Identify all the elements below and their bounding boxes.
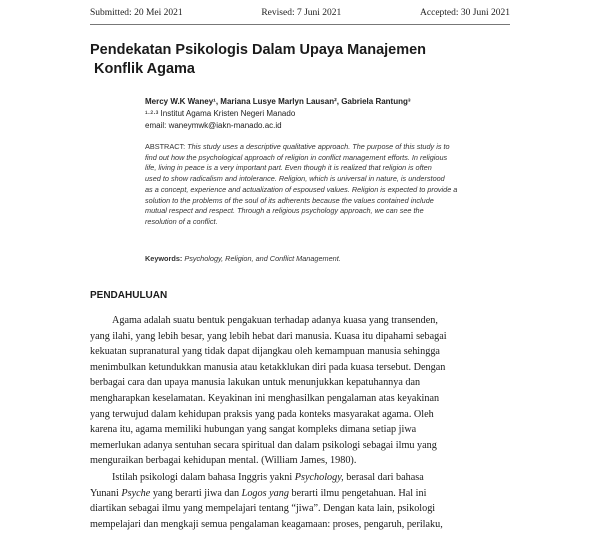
keywords-text: Psychology, Religion, and Conflict Management. xyxy=(184,254,341,263)
keywords-label: Keywords: xyxy=(145,254,183,263)
paragraph-1 xyxy=(90,313,510,469)
title-line-2: Konflik Agama xyxy=(94,61,195,77)
abstract xyxy=(145,142,509,228)
paragraph-line: kekuatan supranatural yang tidak dapat dijangkau oleh kemampuan manusia sehingga xyxy=(90,346,440,358)
contact-email: email: waneymwk@iakn-manado.ac.id xyxy=(145,121,282,130)
text-run: berasal dari bahasa xyxy=(343,472,424,483)
header-rule xyxy=(90,24,510,25)
paragraph-line: Agama adalah suatu bentuk pengakuan terhadap adanya kuasa yang transenden, xyxy=(112,315,438,326)
title-line-1: Pendekatan Psikologis Dalam Upaya Manajemen xyxy=(90,42,427,58)
abstract-line: resolution of a conflict. xyxy=(145,216,218,226)
text-run: yang berarti jiwa dan xyxy=(150,487,242,499)
paragraph-line: yang terwujud dalam kehidupan praksis yang pada konteks masyarakat agama. Oleh xyxy=(90,408,434,420)
italic-term: Psyche xyxy=(121,487,151,499)
paragraph-line: mempelajari dan mengkaji semua pengalaman keagamaan: proses, pengaruh, perilaku, xyxy=(90,518,443,530)
revised-date: Revised: 7 Juni 2021 xyxy=(261,8,342,18)
paragraph-line: memerlukan adanya sentuhan secara spiritual dan dalam psikologi sebagai ilmu yang xyxy=(90,439,437,451)
paragraph-line: yang ilahi, yang lebih besar, yang lebih hebat dari manusia. Kuasa itu dipahami sebagai xyxy=(90,330,447,342)
paragraph-line: karena itu, agama memiliki hubungan yang sangat kompleks dimana setiap jiwa xyxy=(90,424,417,436)
author-list: Mercy W.K Waney¹, Mariana Lusye Marlyn Lausan², Gabriela Rantung³ xyxy=(145,97,411,106)
paragraph-line: menguraikan berbagai kehidupan mental. (William James, 1980). xyxy=(90,455,357,467)
italic-term: Psychology, xyxy=(294,472,344,483)
abstract-line: solution to the problems of the soul of its adherents because the values contained include xyxy=(145,195,434,205)
abstract-label: ABSTRACT: xyxy=(145,142,186,151)
text-run: Istilah psikologi dalam bahasa Inggris yakni xyxy=(112,472,295,483)
section-heading: PENDAHULUAN xyxy=(90,290,168,301)
abstract-line: life, living in peace is a very important part. Even though it is realized that religion is often xyxy=(145,163,432,173)
abstract-line xyxy=(145,142,509,153)
paragraph-line xyxy=(90,486,510,502)
paragraph-line: berbagai cara dan upaya manusia lakukan untuk menunjukkan kepatuhannya dan xyxy=(90,377,421,389)
keywords xyxy=(145,254,341,263)
abstract-line: mutual respect and respect. Through a religious psychology approach, we can see the xyxy=(145,206,424,216)
journal-header xyxy=(90,8,510,18)
italic-term: Logos yang xyxy=(241,487,289,499)
abstract-text: This study uses a descriptive qualitative approach. The purpose of this study is to xyxy=(187,142,450,151)
paragraph-line xyxy=(90,470,510,486)
paragraph-line: diartikan sebagai ilmu yang mempelajari tentang “jiwa”. Dengan kata lain, psikologi xyxy=(90,503,436,515)
text-run: berarti ilmu pengetahuan. Hal ini xyxy=(288,487,427,499)
accepted-date: Accepted: 30 Juni 2021 xyxy=(420,8,510,18)
submitted-date: Submitted: 20 Mei 2021 xyxy=(90,8,183,18)
abstract-line: find out how the psychological approach of religion in conflict management efforts. In religious xyxy=(145,152,448,162)
abstract-line: used to show radicalism and intolerance. Religion, which is universal in nature, is understood xyxy=(145,174,445,184)
affiliation: ¹·²·³ Institut Agama Kristen Negeri Manado xyxy=(145,109,296,118)
paragraph-line: menimbulkan ketundukkan manusia atau ketakklukan diri pada kuasa tersebut. Dengan xyxy=(90,361,446,373)
paragraph-2 xyxy=(90,470,510,532)
paper-title xyxy=(90,41,510,79)
paragraph-line: mengharapkan keselamatan. Keyakinan ini menghasilkan pengalaman atas keyakinan xyxy=(90,392,440,404)
abstract-line: as a concept, experience and actualization of espoused values. Religion is expected to provide a xyxy=(145,184,458,194)
text-run: Yunani xyxy=(90,487,122,499)
